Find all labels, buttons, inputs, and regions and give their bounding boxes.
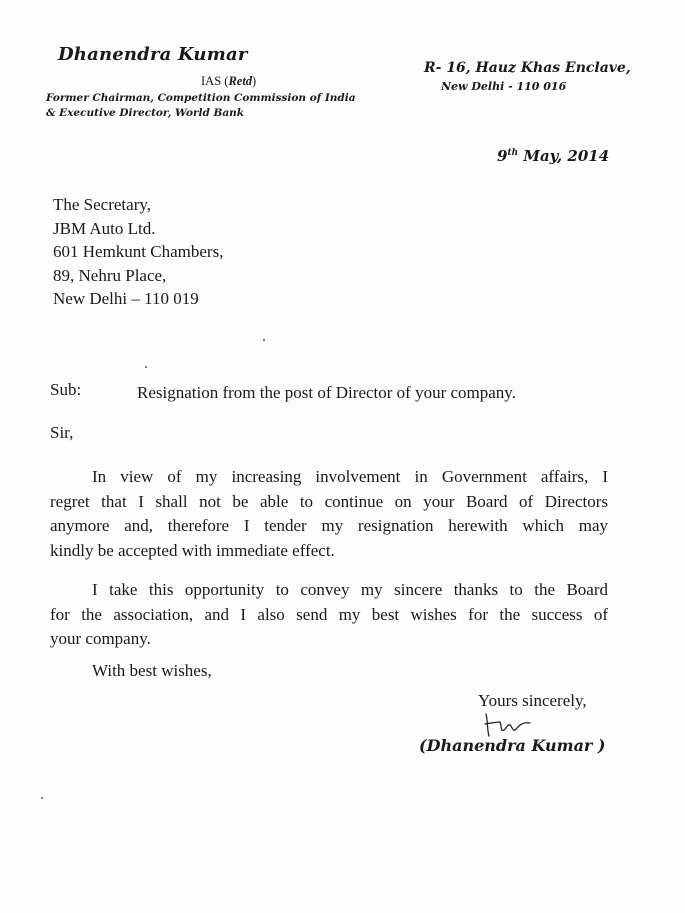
recipient-line: JBM Auto Ltd.: [53, 218, 156, 238]
closing-line: With best wishes,: [92, 661, 212, 680]
paragraph-line: regret that I shall not be able to continue on your Board of Directors: [50, 491, 608, 511]
letterhead-role-line1: Former Chairman, Competition Commission of India: [46, 92, 356, 104]
recipient-address: [53, 193, 223, 311]
signer-name: (Dhanendra Kumar ): [419, 736, 606, 755]
recipient-line: New Delhi – 110 019: [53, 289, 199, 308]
scan-speck: [41, 797, 43, 799]
recipient-line: 601 Hemkunt Chambers,: [53, 242, 224, 261]
recipient-line: The Secretary,: [53, 195, 152, 214]
body-paragraph-2: [50, 578, 608, 652]
letterhead-address-line1: R- 16, Hauz Khas Enclave,: [424, 60, 631, 76]
paragraph-line: In view of my increasing involvement in Government affairs, I: [92, 467, 608, 486]
recipient-line: 89, Nehru Place,: [53, 265, 167, 285]
letterhead-name: Dhanendra Kumar: [58, 44, 248, 65]
letterhead-role-line2: & Executive Director, World Bank: [46, 107, 245, 119]
paragraph-line: your company.: [50, 629, 151, 648]
letter-date: 9th May, 2014: [497, 147, 610, 165]
sign-off: Yours sincerely,: [478, 691, 587, 710]
salutation: Sir,: [50, 423, 74, 442]
scan-speck: [263, 339, 265, 341]
paragraph-line: I take this opportunity to convey my sincere thanks to the Board: [92, 580, 608, 599]
subject-label: Sub:: [50, 380, 82, 399]
paragraph-line: for the association, and I also send my best wishes for the success of: [50, 604, 608, 624]
body-paragraph-1: [50, 465, 608, 563]
paragraph-line: kindly be accepted with immediate effect.: [50, 540, 335, 560]
letterhead-ias: IAS (Retd): [201, 74, 257, 88]
letterhead-address-line2: New Delhi - 110 016: [441, 80, 567, 93]
scan-speck: [145, 366, 147, 368]
subject-text: Resignation from the post of Director of your company.: [137, 383, 516, 402]
paragraph-line: anymore and, therefore I tender my resignation herewith which may: [50, 516, 608, 535]
